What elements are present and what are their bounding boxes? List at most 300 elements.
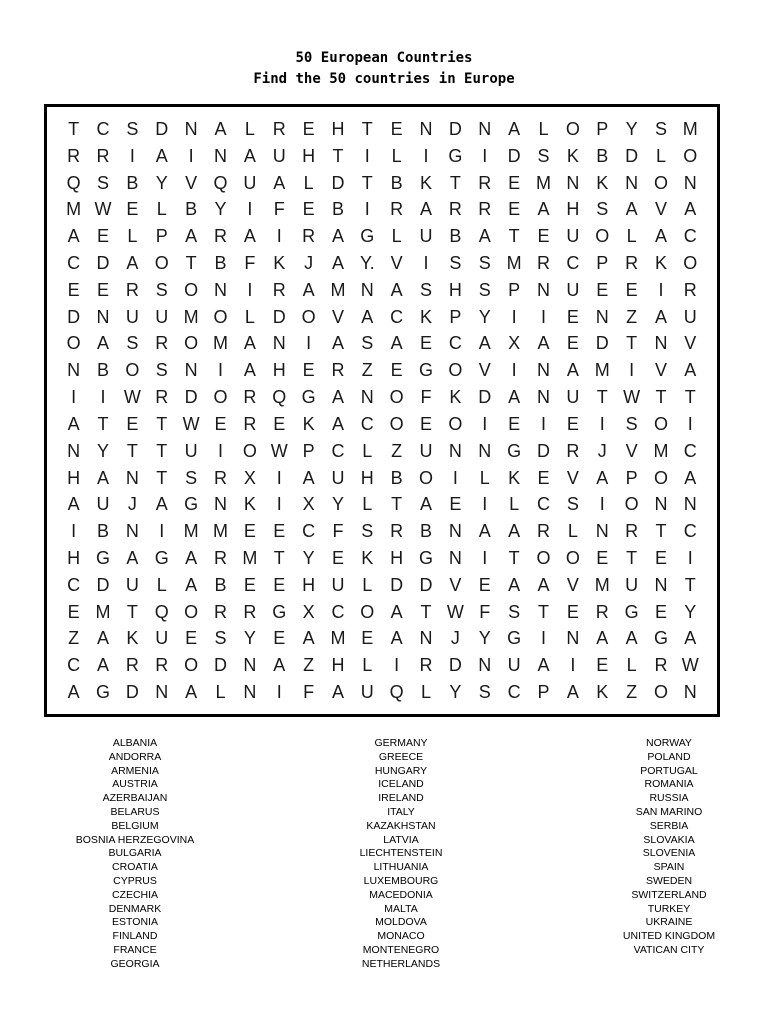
grid-letter[interactable]: A — [684, 467, 697, 488]
grid-letter[interactable]: U — [360, 682, 374, 703]
grid-letter[interactable]: E — [126, 413, 139, 434]
grid-letter[interactable]: S — [155, 279, 168, 300]
grid-letter[interactable]: E — [273, 574, 286, 595]
grid-letter[interactable]: C — [536, 494, 550, 515]
grid-letter[interactable]: E — [273, 413, 286, 434]
grid-letter[interactable]: A — [243, 226, 256, 247]
grid-letter[interactable]: I — [159, 521, 165, 542]
grid-letter[interactable]: T — [596, 387, 608, 408]
grid-letter[interactable]: A — [67, 226, 80, 247]
grid-letter[interactable]: Z — [626, 682, 638, 703]
grid-letter[interactable]: W — [94, 199, 112, 220]
grid-letter[interactable]: S — [155, 360, 168, 381]
grid-letter[interactable]: D — [595, 333, 609, 354]
grid-letter[interactable]: R — [96, 145, 110, 166]
grid-letter[interactable]: A — [537, 574, 550, 595]
grid-letter[interactable]: T — [537, 601, 549, 622]
grid-letter[interactable]: U — [625, 574, 639, 595]
grid-letter[interactable]: A — [155, 494, 168, 515]
grid-letter[interactable]: A — [273, 172, 286, 193]
grid-letter[interactable]: I — [364, 145, 370, 166]
grid-letter[interactable]: L — [303, 172, 314, 193]
grid-letter[interactable]: E — [302, 199, 315, 220]
grid-letter[interactable]: H — [566, 199, 580, 220]
grid-letter[interactable]: U — [96, 494, 110, 515]
grid-letter[interactable]: R — [448, 199, 462, 220]
grid-letter[interactable]: V — [449, 574, 462, 595]
grid-letter[interactable]: E — [625, 279, 638, 300]
grid-letter[interactable]: I — [423, 145, 429, 166]
grid-letter[interactable]: N — [67, 360, 81, 381]
grid-letter[interactable]: T — [332, 145, 344, 166]
grid-letter[interactable]: H — [448, 279, 462, 300]
grid-letter[interactable]: J — [597, 440, 607, 461]
grid-letter[interactable]: P — [302, 440, 315, 461]
grid-letter[interactable]: R — [155, 655, 169, 676]
grid-letter[interactable]: H — [390, 547, 404, 568]
grid-letter[interactable]: A — [420, 199, 433, 220]
grid-letter[interactable]: V — [566, 467, 579, 488]
grid-letter[interactable]: V — [654, 360, 667, 381]
grid-letter[interactable]: O — [683, 145, 698, 166]
grid-letter[interactable]: R — [536, 521, 550, 542]
grid-letter[interactable]: L — [479, 467, 490, 488]
grid-letter[interactable]: H — [331, 655, 345, 676]
grid-letter[interactable]: M — [183, 306, 199, 327]
grid-letter[interactable]: A — [478, 521, 491, 542]
grid-letter[interactable]: E — [478, 574, 491, 595]
grid-letter[interactable]: F — [479, 601, 491, 622]
grid-letter[interactable]: C — [566, 252, 580, 273]
grid-letter[interactable]: G — [301, 387, 316, 408]
grid-letter[interactable]: I — [482, 145, 488, 166]
grid-letter[interactable]: E — [214, 413, 227, 434]
grid-letter[interactable]: E — [508, 413, 521, 434]
grid-letter[interactable]: L — [156, 199, 167, 220]
grid-letter[interactable]: B — [126, 172, 139, 193]
grid-letter[interactable]: N — [419, 628, 433, 649]
grid-letter[interactable]: I — [247, 199, 253, 220]
grid-letter[interactable]: O — [184, 333, 199, 354]
grid-letter[interactable]: D — [125, 682, 139, 703]
grid-letter[interactable]: O — [653, 172, 668, 193]
grid-letter[interactable]: E — [67, 279, 80, 300]
grid-letter[interactable]: L — [391, 145, 402, 166]
grid-letter[interactable]: E — [243, 574, 256, 595]
grid-letter[interactable]: Y — [214, 199, 227, 220]
grid-letter[interactable]: T — [361, 118, 373, 139]
grid-letter[interactable]: R — [213, 547, 227, 568]
grid-letter[interactable]: O — [448, 360, 463, 381]
grid-letter[interactable]: I — [188, 145, 194, 166]
grid-letter[interactable]: M — [653, 440, 669, 461]
grid-letter[interactable]: A — [67, 682, 80, 703]
grid-letter[interactable]: M — [66, 199, 82, 220]
grid-letter[interactable]: H — [302, 145, 316, 166]
grid-letter[interactable]: G — [624, 601, 639, 622]
grid-letter[interactable]: N — [478, 440, 492, 461]
grid-letter[interactable]: S — [420, 279, 433, 300]
grid-letter[interactable]: Z — [361, 360, 373, 381]
grid-letter[interactable]: P — [625, 467, 638, 488]
grid-letter[interactable]: E — [596, 279, 609, 300]
grid-letter[interactable]: G — [653, 628, 668, 649]
grid-letter[interactable]: M — [330, 279, 346, 300]
grid-letter[interactable]: S — [625, 413, 638, 434]
grid-letter[interactable]: N — [683, 494, 697, 515]
grid-letter[interactable]: T — [156, 413, 168, 434]
grid-letter[interactable]: I — [71, 521, 77, 542]
grid-letter[interactable]: H — [302, 574, 316, 595]
grid-letter[interactable]: R — [302, 226, 316, 247]
grid-letter[interactable]: U — [331, 467, 345, 488]
grid-letter[interactable]: K — [273, 252, 286, 273]
grid-letter[interactable]: E — [566, 413, 579, 434]
grid-letter[interactable]: E — [537, 226, 550, 247]
grid-letter[interactable]: G — [360, 226, 375, 247]
grid-letter[interactable]: A — [684, 628, 697, 649]
grid-letter[interactable]: N — [419, 118, 433, 139]
grid-letter[interactable]: M — [95, 601, 111, 622]
grid-letter[interactable]: A — [361, 306, 374, 327]
grid-letter[interactable]: A — [566, 360, 579, 381]
grid-letter[interactable]: C — [390, 306, 404, 327]
grid-letter[interactable]: A — [302, 628, 315, 649]
grid-letter[interactable]: A — [331, 252, 344, 273]
grid-letter[interactable]: P — [596, 118, 609, 139]
grid-letter[interactable]: A — [420, 494, 433, 515]
grid-letter[interactable]: O — [653, 467, 668, 488]
grid-letter[interactable]: B — [185, 199, 198, 220]
grid-letter[interactable]: T — [97, 413, 109, 434]
grid-letter[interactable]: U — [155, 306, 169, 327]
grid-letter[interactable]: L — [626, 655, 637, 676]
grid-letter[interactable]: N — [595, 306, 609, 327]
grid-letter[interactable]: T — [684, 387, 696, 408]
grid-letter[interactable]: R — [566, 440, 580, 461]
grid-letter[interactable]: K — [243, 494, 256, 515]
grid-letter[interactable]: E — [508, 172, 521, 193]
grid-letter[interactable]: N — [184, 360, 198, 381]
grid-letter[interactable]: M — [183, 521, 199, 542]
grid-letter[interactable]: A — [390, 333, 403, 354]
grid-letter[interactable]: I — [364, 199, 370, 220]
grid-letter[interactable]: E — [566, 601, 579, 622]
grid-letter[interactable]: V — [566, 574, 579, 595]
grid-letter[interactable]: N — [536, 387, 550, 408]
grid-letter[interactable]: O — [184, 601, 199, 622]
grid-letter[interactable]: D — [507, 145, 521, 166]
grid-letter[interactable]: F — [273, 199, 285, 220]
grid-letter[interactable]: A — [684, 360, 697, 381]
grid-letter[interactable]: A — [625, 628, 638, 649]
grid-letter[interactable]: Q — [272, 387, 287, 408]
grid-letter[interactable]: K — [596, 172, 609, 193]
grid-letter[interactable]: N — [683, 682, 697, 703]
grid-letter[interactable]: A — [155, 145, 168, 166]
grid-letter[interactable]: A — [654, 306, 667, 327]
grid-letter[interactable]: A — [390, 601, 403, 622]
grid-letter[interactable]: N — [125, 521, 139, 542]
grid-letter[interactable]: I — [452, 467, 458, 488]
grid-letter[interactable]: I — [599, 413, 605, 434]
grid-letter[interactable]: R — [478, 199, 492, 220]
grid-letter[interactable]: E — [67, 601, 80, 622]
grid-letter[interactable]: C — [67, 252, 81, 273]
grid-letter[interactable]: E — [361, 628, 374, 649]
grid-letter[interactable]: M — [682, 118, 698, 139]
grid-letter[interactable]: I — [129, 145, 135, 166]
grid-letter[interactable]: D — [155, 118, 169, 139]
grid-letter[interactable]: R — [625, 252, 639, 273]
grid-letter[interactable]: N — [448, 521, 462, 542]
grid-letter[interactable]: C — [683, 440, 697, 461]
grid-letter[interactable]: A — [331, 413, 344, 434]
grid-letter[interactable]: Y — [625, 118, 638, 139]
grid-letter[interactable]: L — [655, 145, 666, 166]
grid-letter[interactable]: R — [654, 655, 668, 676]
grid-letter[interactable]: A — [185, 547, 198, 568]
grid-letter[interactable]: S — [596, 199, 609, 220]
grid-letter[interactable]: K — [449, 387, 462, 408]
grid-letter[interactable]: B — [449, 226, 462, 247]
grid-letter[interactable]: G — [448, 145, 463, 166]
grid-letter[interactable]: R — [390, 521, 404, 542]
grid-letter[interactable]: D — [331, 172, 345, 193]
grid-letter[interactable]: I — [540, 413, 546, 434]
grid-letter[interactable]: D — [390, 574, 404, 595]
grid-letter[interactable]: R — [272, 279, 286, 300]
grid-letter[interactable]: X — [508, 333, 521, 354]
grid-letter[interactable]: I — [276, 467, 282, 488]
grid-letter[interactable]: A — [67, 413, 80, 434]
grid-letter[interactable]: T — [626, 547, 638, 568]
grid-letter[interactable]: G — [507, 628, 522, 649]
grid-letter[interactable]: G — [154, 547, 169, 568]
grid-letter[interactable]: A — [214, 118, 227, 139]
grid-letter[interactable]: F — [332, 521, 344, 542]
grid-letter[interactable]: O — [301, 306, 316, 327]
grid-letter[interactable]: E — [596, 655, 609, 676]
grid-letter[interactable]: I — [511, 360, 517, 381]
grid-letter[interactable]: Y — [478, 306, 491, 327]
grid-letter[interactable]: N — [448, 547, 462, 568]
grid-letter[interactable]: A — [185, 226, 198, 247]
grid-letter[interactable]: A — [654, 226, 667, 247]
grid-letter[interactable]: K — [302, 413, 315, 434]
grid-letter[interactable]: O — [66, 333, 81, 354]
grid-letter[interactable]: J — [304, 252, 314, 273]
grid-letter[interactable]: K — [654, 252, 667, 273]
grid-letter[interactable]: M — [330, 628, 346, 649]
grid-letter[interactable]: O — [536, 547, 551, 568]
grid-letter[interactable]: N — [654, 574, 668, 595]
grid-letter[interactable]: T — [185, 252, 197, 273]
grid-letter[interactable]: B — [214, 252, 227, 273]
grid-letter[interactable]: Z — [68, 628, 80, 649]
grid-letter[interactable]: W — [270, 440, 288, 461]
grid-letter[interactable]: T — [626, 333, 638, 354]
grid-letter[interactable]: A — [243, 360, 256, 381]
grid-letter[interactable]: P — [596, 252, 609, 273]
grid-letter[interactable]: L — [626, 226, 637, 247]
grid-letter[interactable]: R — [625, 521, 639, 542]
grid-letter[interactable]: I — [482, 413, 488, 434]
grid-letter[interactable]: A — [97, 467, 110, 488]
grid-letter[interactable]: Q — [66, 172, 81, 193]
grid-letter[interactable]: A — [302, 467, 315, 488]
grid-letter[interactable]: A — [684, 199, 697, 220]
grid-letter[interactable]: C — [67, 574, 81, 595]
grid-letter[interactable]: A — [566, 682, 579, 703]
grid-letter[interactable]: A — [97, 628, 110, 649]
grid-letter[interactable]: N — [654, 333, 668, 354]
grid-letter[interactable]: I — [276, 226, 282, 247]
grid-letter[interactable]: M — [212, 333, 228, 354]
grid-letter[interactable]: I — [306, 333, 312, 354]
grid-letter[interactable]: U — [272, 145, 286, 166]
grid-letter[interactable]: R — [243, 387, 257, 408]
grid-letter[interactable]: O — [448, 413, 463, 434]
grid-letter[interactable]: I — [687, 547, 693, 568]
grid-letter[interactable]: T — [361, 172, 373, 193]
grid-letter[interactable]: N — [566, 172, 580, 193]
grid-letter[interactable]: I — [394, 655, 400, 676]
grid-letter[interactable]: K — [508, 467, 521, 488]
grid-letter[interactable]: I — [687, 413, 693, 434]
grid-letter[interactable]: W — [446, 601, 464, 622]
grid-letter[interactable]: I — [540, 306, 546, 327]
grid-letter[interactable]: V — [684, 333, 697, 354]
grid-letter[interactable]: A — [243, 145, 256, 166]
grid-letter[interactable]: N — [184, 118, 198, 139]
grid-letter[interactable]: L — [362, 494, 373, 515]
grid-letter[interactable]: A — [67, 494, 80, 515]
grid-letter[interactable]: I — [217, 440, 223, 461]
grid-letter[interactable]: E — [302, 118, 315, 139]
grid-letter[interactable]: S — [361, 333, 374, 354]
grid-letter[interactable]: B — [214, 574, 227, 595]
grid-letter[interactable]: G — [272, 601, 287, 622]
grid-letter[interactable]: R — [536, 252, 550, 273]
grid-letter[interactable]: U — [155, 628, 169, 649]
grid-letter[interactable]: M — [594, 360, 610, 381]
grid-letter[interactable]: C — [448, 333, 462, 354]
grid-letter[interactable]: N — [536, 360, 550, 381]
grid-letter[interactable]: O — [360, 601, 375, 622]
grid-letter[interactable]: V — [390, 252, 403, 273]
grid-letter[interactable]: E — [185, 628, 198, 649]
grid-letter[interactable]: A — [625, 199, 638, 220]
grid-letter[interactable]: N — [125, 467, 139, 488]
grid-letter[interactable]: A — [478, 226, 491, 247]
grid-letter[interactable]: N — [243, 655, 257, 676]
grid-letter[interactable]: R — [595, 601, 609, 622]
grid-letter[interactable]: A — [390, 279, 403, 300]
grid-letter[interactable]: S — [508, 601, 521, 622]
grid-letter[interactable]: K — [420, 172, 433, 193]
grid-letter[interactable]: N — [67, 440, 81, 461]
grid-letter[interactable]: C — [507, 682, 521, 703]
grid-letter[interactable]: N — [96, 306, 110, 327]
grid-letter[interactable]: S — [478, 252, 491, 273]
grid-letter[interactable]: E — [596, 547, 609, 568]
grid-letter[interactable]: A — [478, 333, 491, 354]
grid-letter[interactable]: R — [67, 145, 81, 166]
grid-letter[interactable]: U — [566, 226, 580, 247]
grid-letter[interactable]: B — [596, 145, 609, 166]
grid-letter[interactable]: O — [184, 279, 199, 300]
grid-letter[interactable]: L — [362, 655, 373, 676]
grid-letter[interactable]: H — [331, 118, 345, 139]
grid-letter[interactable]: L — [538, 118, 549, 139]
grid-letter[interactable]: I — [482, 547, 488, 568]
grid-letter[interactable]: L — [244, 118, 255, 139]
grid-letter[interactable]: T — [126, 601, 138, 622]
grid-letter[interactable]: K — [361, 547, 374, 568]
grid-letter[interactable]: N — [213, 494, 227, 515]
grid-letter[interactable]: O — [595, 226, 610, 247]
grid-letter[interactable]: R — [683, 279, 697, 300]
grid-letter[interactable]: T — [684, 574, 696, 595]
grid-letter[interactable]: O — [154, 252, 169, 273]
grid-letter[interactable]: V — [625, 440, 638, 461]
grid-letter[interactable]: Z — [626, 306, 638, 327]
grid-letter[interactable]: W — [123, 387, 141, 408]
grid-letter[interactable]: A — [331, 387, 344, 408]
grid-letter[interactable]: I — [570, 655, 576, 676]
grid-letter[interactable]: O — [184, 655, 199, 676]
grid-letter[interactable]: L — [156, 574, 167, 595]
grid-letter[interactable]: S — [97, 172, 110, 193]
grid-letter[interactable]: Y — [97, 440, 110, 461]
grid-letter[interactable]: U — [125, 574, 139, 595]
grid-letter[interactable]: E — [566, 306, 579, 327]
grid-letter[interactable]: D — [96, 574, 110, 595]
grid-letter[interactable]: Y — [331, 494, 344, 515]
grid-letter[interactable]: S — [214, 628, 227, 649]
grid-letter[interactable]: R — [155, 387, 169, 408]
grid-letter[interactable]: E — [420, 413, 433, 434]
grid-letter[interactable]: R — [125, 655, 139, 676]
grid-letter[interactable]: R — [155, 333, 169, 354]
grid-letter[interactable]: C — [67, 655, 81, 676]
grid-letter[interactable]: U — [419, 440, 433, 461]
grid-letter[interactable]: D — [272, 306, 286, 327]
grid-letter[interactable]: O — [653, 413, 668, 434]
grid-letter[interactable]: M — [242, 547, 258, 568]
grid-letter[interactable]: R — [125, 279, 139, 300]
grid-letter[interactable]: M — [506, 252, 522, 273]
grid-letter[interactable]: V — [185, 172, 198, 193]
grid-letter[interactable]: O — [653, 682, 668, 703]
grid-letter[interactable]: W — [623, 387, 641, 408]
grid-letter[interactable]: E — [302, 360, 315, 381]
grid-letter[interactable]: N — [213, 145, 227, 166]
grid-letter[interactable]: F — [244, 252, 256, 273]
grid-letter[interactable]: X — [302, 494, 315, 515]
grid-letter[interactable]: C — [683, 521, 697, 542]
grid-letter[interactable]: U — [243, 172, 257, 193]
grid-letter[interactable]: K — [420, 306, 433, 327]
grid-letter[interactable]: D — [419, 574, 433, 595]
grid-letter[interactable]: B — [97, 360, 110, 381]
grid-letter[interactable]: U — [184, 440, 198, 461]
grid-letter[interactable]: L — [215, 682, 226, 703]
grid-letter[interactable]: O — [683, 252, 698, 273]
grid-letter[interactable]: A — [596, 628, 609, 649]
grid-letter[interactable]: I — [247, 279, 253, 300]
